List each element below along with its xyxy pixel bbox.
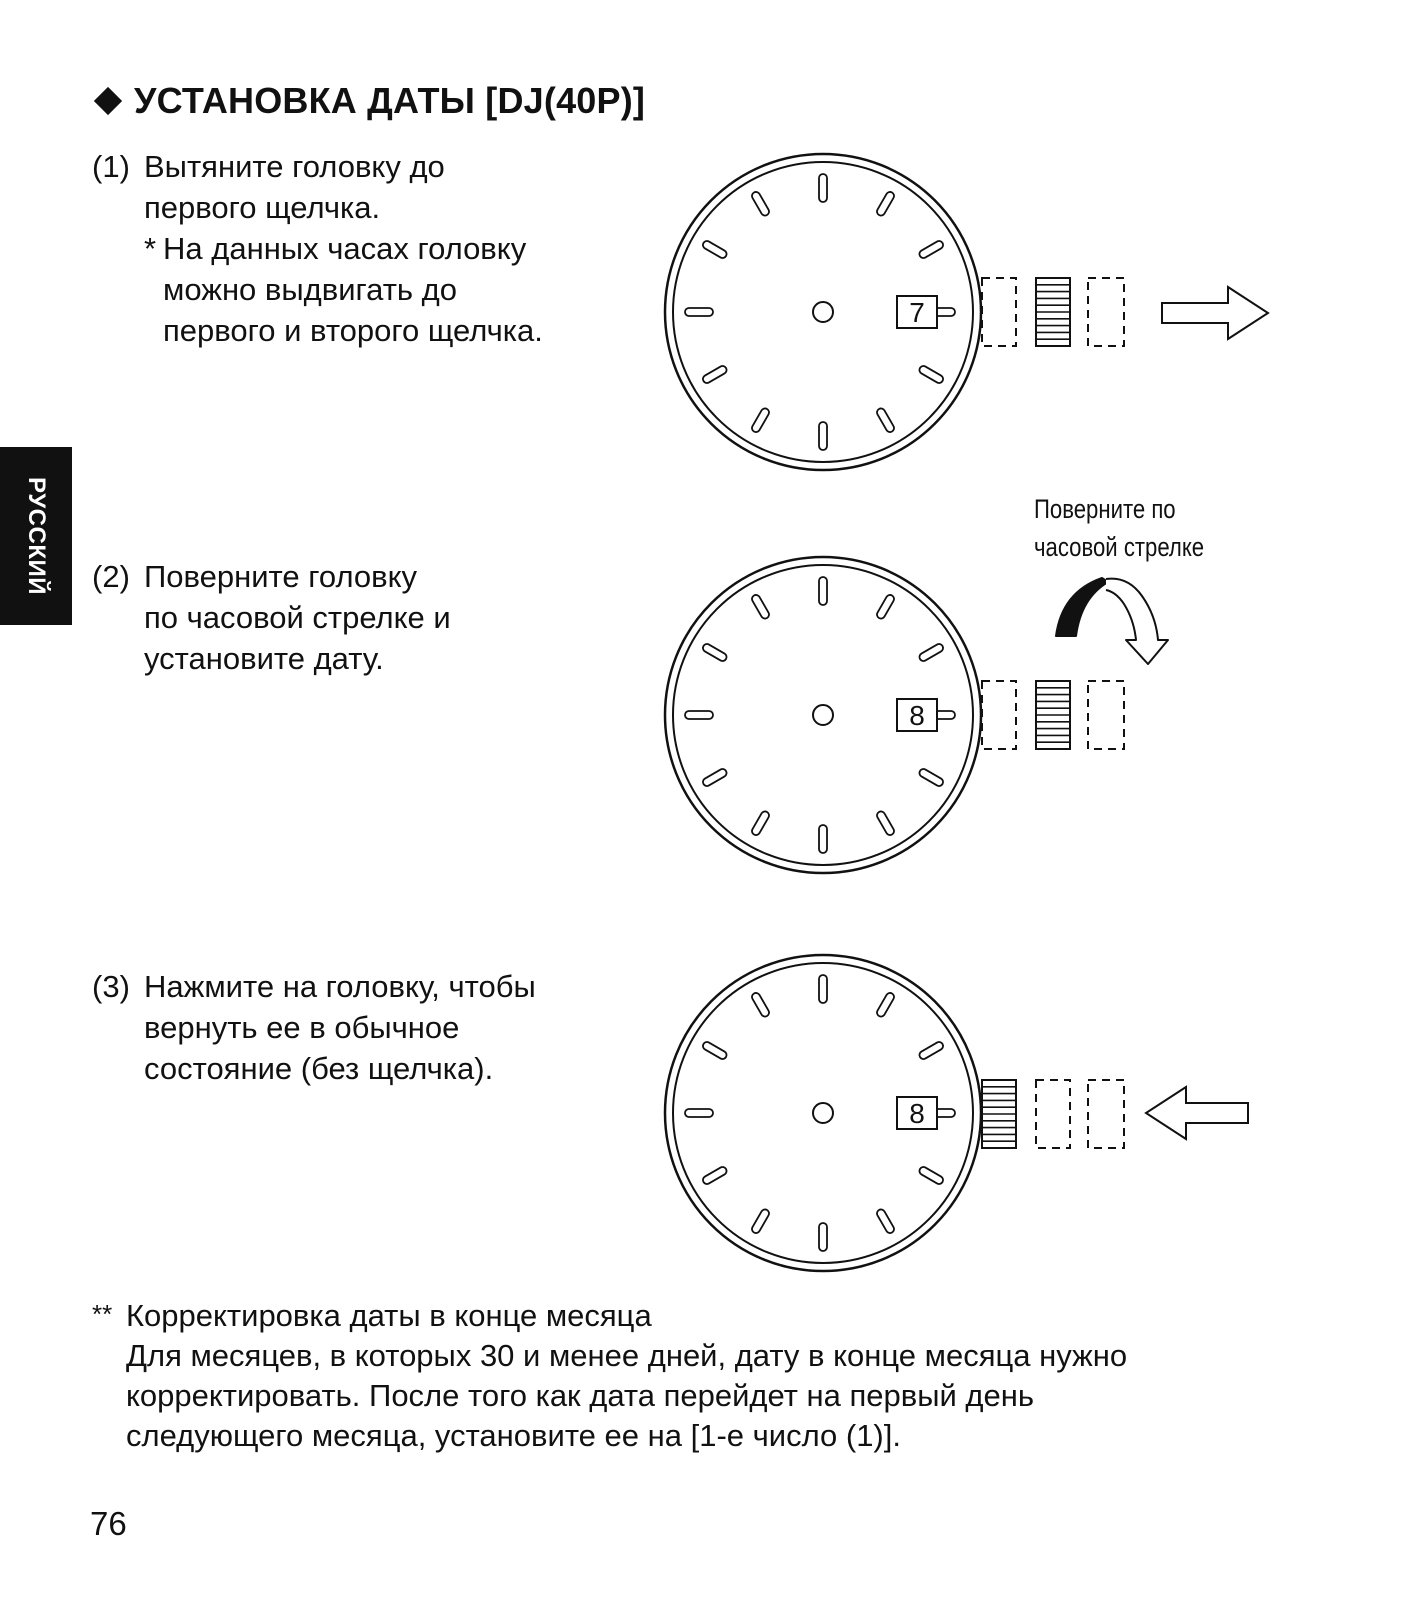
pull-arrow-icon: [1162, 287, 1268, 339]
note-line: можно выдвигать до: [163, 272, 458, 307]
step-line: по часовой стрелке и: [144, 600, 451, 635]
hour-marker: [685, 308, 713, 316]
crown-icon: [1036, 681, 1070, 749]
hour-marker: [685, 711, 713, 719]
footnote-text: [126, 1296, 1127, 1456]
crown-position-step-2: [982, 681, 1124, 749]
page-number: 76: [90, 1505, 127, 1542]
hour-marker: [819, 975, 827, 1003]
note-line: На данных часах головку: [163, 231, 527, 266]
date-digit: 7: [909, 297, 925, 328]
step-line: первого щелчка.: [144, 190, 381, 225]
caption-line: часовой стрелке: [1034, 532, 1205, 562]
note-mark: *: [144, 231, 157, 266]
footnote-mark: **: [92, 1299, 113, 1329]
footnote-line: корректировать. После того как дата перейдет на первый день: [126, 1378, 1035, 1413]
step-number: (2): [92, 559, 130, 594]
date-window-step-2: [897, 699, 937, 731]
step-line: состояние (без щелчка).: [144, 1051, 494, 1086]
step-line: Вытяните головку до: [144, 149, 445, 184]
step-number: (3): [92, 969, 130, 1004]
crown-position-step-1: [982, 278, 1124, 346]
hour-marker: [819, 422, 827, 450]
hour-marker: [819, 1223, 827, 1251]
footnote-line: Для месяцев, в которых 30 и менее дней, дату в конце месяца нужно: [126, 1338, 1128, 1373]
hour-marker: [819, 577, 827, 605]
hour-marker: [819, 825, 827, 853]
clockwise-arrow-icon: [1056, 578, 1168, 664]
dial-center-pin: [813, 705, 833, 725]
hour-marker: [685, 1109, 713, 1117]
date-digit: 8: [909, 1098, 925, 1129]
step-line: Поверните головку: [144, 559, 418, 594]
dial-center-pin: [813, 1103, 833, 1123]
language-tab-label: РУССКИЙ: [23, 477, 50, 595]
date-window-step-1: [897, 296, 937, 328]
footnote-line: следующего месяца, установите ее на [1-е число (1)].: [126, 1418, 901, 1453]
footnote-line: Корректировка даты в конце месяца: [126, 1298, 652, 1333]
date-window-step-3: [897, 1097, 937, 1129]
step-line: Нажмите на головку, чтобы: [144, 969, 536, 1004]
crown-icon: [982, 1080, 1016, 1148]
push-arrow-icon: [1146, 1087, 1248, 1139]
hour-marker: [819, 174, 827, 202]
crown-position-step-3: [982, 1080, 1124, 1148]
step-line: установите дату.: [144, 641, 384, 676]
date-digit: 8: [909, 700, 925, 731]
crown-icon: [1036, 278, 1070, 346]
dial-center-pin: [813, 302, 833, 322]
caption-line: Поверните по: [1034, 494, 1176, 524]
step-number: (1): [92, 149, 130, 184]
section-title-text: УСТАНОВКА ДАТЫ [DJ(40P)]: [134, 80, 646, 121]
step-line: вернуть ее в обычное: [144, 1010, 460, 1045]
note-line: первого и второго щелчка.: [163, 313, 543, 348]
